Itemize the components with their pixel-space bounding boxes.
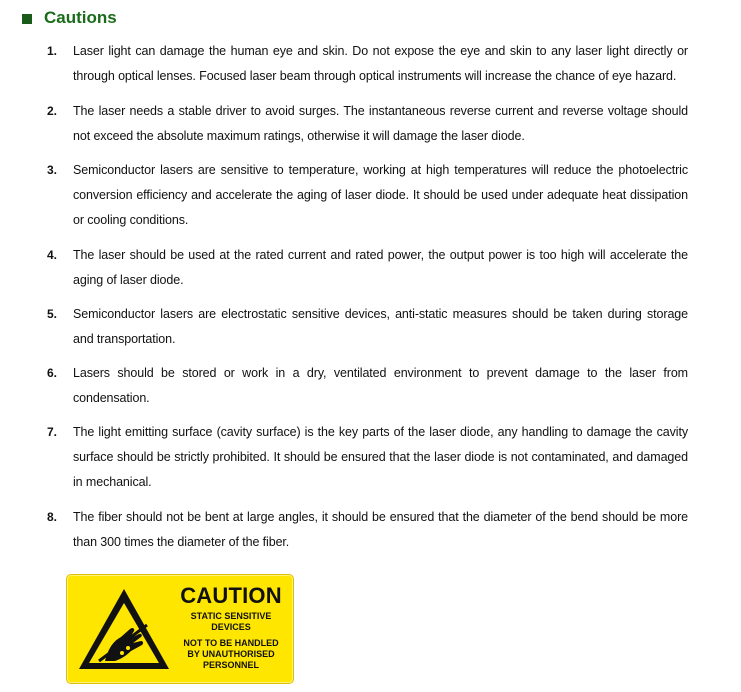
sign-line: PERSONNEL (202, 660, 259, 670)
esd-warning-icon (75, 585, 173, 675)
list-item-number: 8. (47, 510, 58, 524)
list-item-text: The laser needs a stable driver to avoid surges. The instantaneous reverse current and reverse voltage should not exceed the absolute maximum ratings, otherwise it will damage the laser diode. (73, 104, 688, 143)
list-item-text: The fiber should not be bent at large angles, it should be ensured that the diameter of the bend should be more than 300 times the diameter of the fiber. (73, 510, 688, 549)
list-item-number: 5. (47, 307, 58, 321)
section-title: Cautions (44, 8, 117, 27)
list-item-text: Laser light can damage the human eye and skin. Do not expose the eye and skin to any laser light directly or through optical lenses. Focused laser beam through optical instruments will increase the chance of eye hazard. (73, 44, 688, 83)
list-item-number: 6. (47, 366, 58, 380)
list-item-number: 1. (47, 44, 58, 58)
section-heading (22, 8, 117, 28)
sign-line: DEVICES (211, 622, 251, 632)
caution-sign (66, 574, 294, 684)
caution-word: CAUTION (180, 583, 282, 608)
list-item-text: The light emitting surface (cavity surface) is the key parts of the laser diode, any handling to damage the cavity surface should be strictly prohibited. It should be ensured that the laser diode is not contaminated, and damaged in mechanical. (73, 425, 688, 489)
list-item-text: Semiconductor lasers are electrostatic sensitive devices, anti-static measures should be taken during storage and transportation. (73, 307, 688, 346)
list-item-text: Lasers should be stored or work in a dry, ventilated environment to prevent damage to the laser from condensation. (73, 366, 688, 405)
sign-line: NOT TO BE HANDLED (183, 638, 279, 648)
list-item-text: The laser should be used at the rated current and rated power, the output power is too high will accelerate the aging of laser diode. (73, 248, 688, 287)
sign-line: STATIC SENSITIVE (190, 611, 272, 621)
list-item-number: 2. (47, 104, 58, 118)
sign-line: BY UNAUTHORISED (187, 649, 275, 659)
list-item-number: 3. (47, 163, 58, 177)
square-bullet-icon (22, 14, 32, 24)
list-item-number: 4. (47, 248, 58, 262)
list-item-text: Semiconductor lasers are sensitive to temperature, working at high temperatures will reduce the photoelectric conversion efficiency and accelerate the aging of laser diode. It should be used under adequate heat dissipation or cooling conditions. (73, 163, 688, 227)
list-item-number: 7. (47, 425, 58, 439)
